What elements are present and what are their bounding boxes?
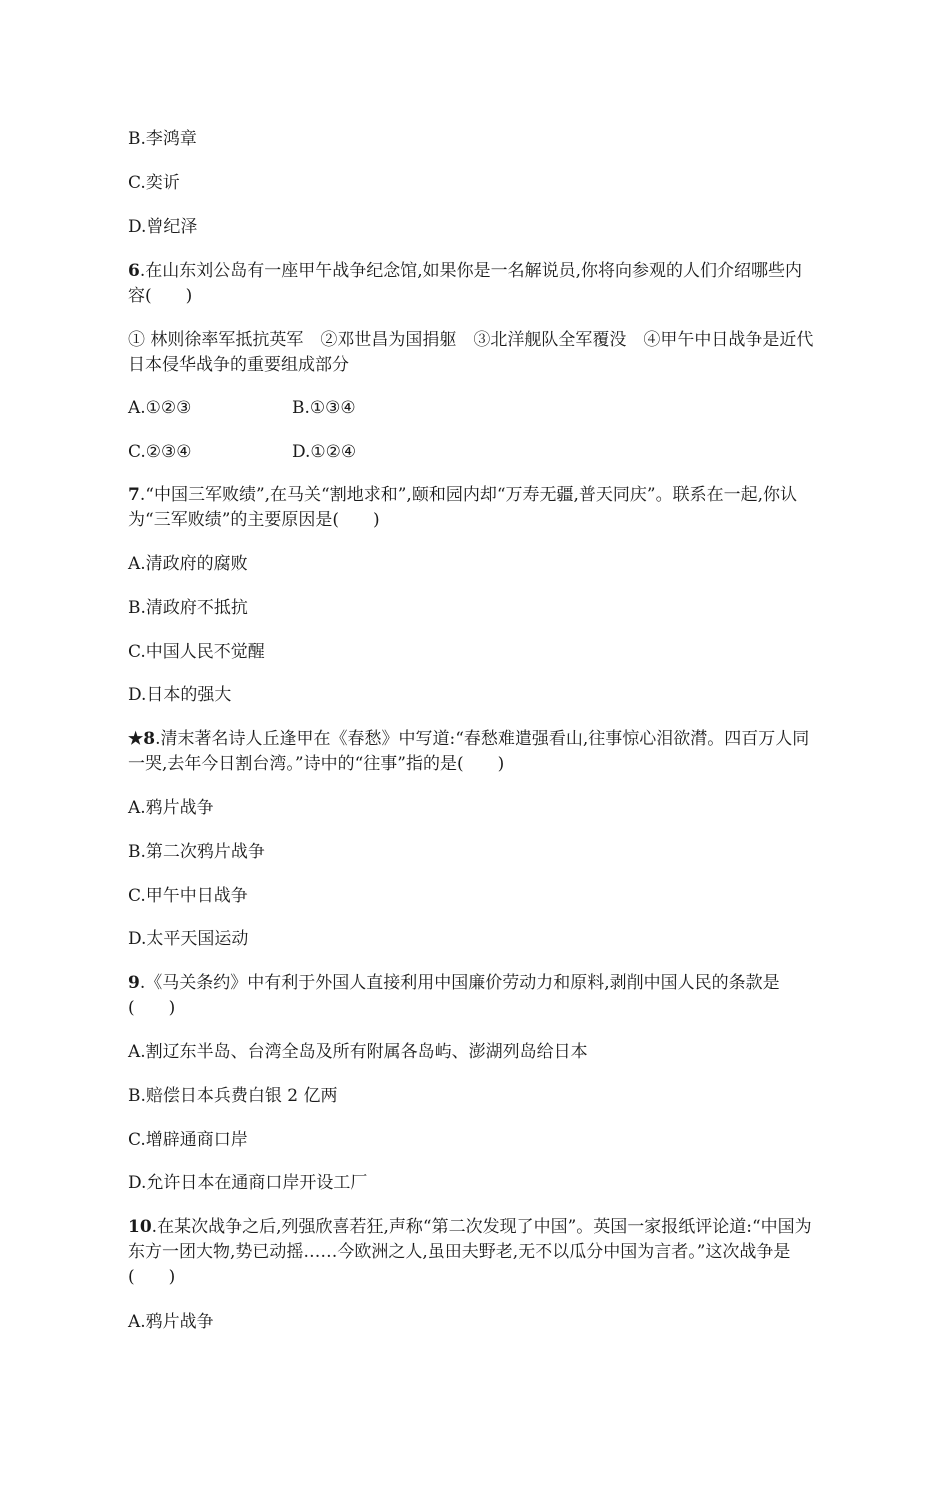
- q9-option-c: C.增辟通商口岸: [128, 1130, 248, 1150]
- q9-text: .《马关条约》中有利于外国人直接利用中国廉价劳动力和原料,剥削中国人民的条款是( ): [128, 973, 780, 1018]
- q6-text: .在山东刘公岛有一座甲午战争纪念馆,如果你是一名解说员,你将向参观的人们介绍哪些内容( ): [128, 261, 803, 306]
- q5-option-b: B.李鸿章: [128, 129, 197, 149]
- q8-stem: [128, 727, 818, 777]
- q8-option-c: C.甲午中日战争: [128, 886, 248, 906]
- q9-number: 9: [128, 973, 140, 993]
- q8-option-b: B.第二次鸦片战争: [128, 842, 265, 862]
- q7-option-b: B.清政府不抵抗: [128, 598, 248, 618]
- q10-stem: [128, 1215, 818, 1290]
- q6-options-row-2: [128, 440, 818, 465]
- q8-option-a: A.鸦片战争: [128, 798, 214, 818]
- q6-stem: [128, 259, 818, 309]
- q6-option-b: B.①③④: [292, 398, 356, 418]
- q7-text: .“中国三军败绩”,在马关“割地求和”,颐和园内却“万寿无疆,普天同庆”。联系在一起,你认为“三军败绩”的主要原因是( ): [128, 485, 798, 530]
- q5-option-d: D.曾纪泽: [128, 217, 198, 237]
- q9-option-b: B.赔偿日本兵费白银 2 亿两: [128, 1086, 338, 1106]
- q7-number: 7: [128, 485, 140, 505]
- q8-text: .清末著名诗人丘逢甲在《春愁》中写道:“春愁难遣强看山,往事惊心泪欲潸。四百万人同一哭,去年今日割台湾。”诗中的“往事”指的是( ): [128, 729, 810, 774]
- q7-stem: [128, 483, 818, 533]
- q9-option-a: A.割辽东半岛、台湾全岛及所有附属各岛屿、澎湖列岛给日本: [128, 1042, 588, 1062]
- q6-items: ① 林则徐率军抵抗英军 ②邓世昌为国捐躯 ③北洋舰队全军覆没 ④甲午中日战争是近代日本侵华战争的重要组成部分: [128, 330, 814, 375]
- q7-option-c: C.中国人民不觉醒: [128, 642, 265, 662]
- q6-options-row-1: [128, 396, 818, 421]
- q6-option-a: A.①②③: [128, 398, 192, 418]
- q9-stem: [128, 971, 818, 1021]
- q5-option-c: C.奕䜣: [128, 173, 180, 193]
- q6-option-c: C.②③④: [128, 442, 192, 462]
- q6-option-d: D.①②④: [292, 442, 357, 462]
- q7-option-d: D.日本的强大: [128, 685, 232, 705]
- q10-text: .在某次战争之后,列强欣喜若狂,声称“第二次发现了中国”。英国一家报纸评论道:“中国为东方一团大物,势已动摇……今欧洲之人,虽田夫野老,无不以瓜分中国为言者。”这次战争是( ): [128, 1217, 812, 1287]
- q10-number: 10: [128, 1217, 152, 1237]
- q7-option-a: A.清政府的腐败: [128, 554, 248, 574]
- q6-number: 6: [128, 261, 140, 281]
- q9-option-d: D.允许日本在通商口岸开设工厂: [128, 1173, 368, 1193]
- q8-option-d: D.太平天国运动: [128, 929, 249, 949]
- q10-option-a: A.鸦片战争: [128, 1312, 214, 1332]
- q8-number: ★8: [128, 729, 156, 749]
